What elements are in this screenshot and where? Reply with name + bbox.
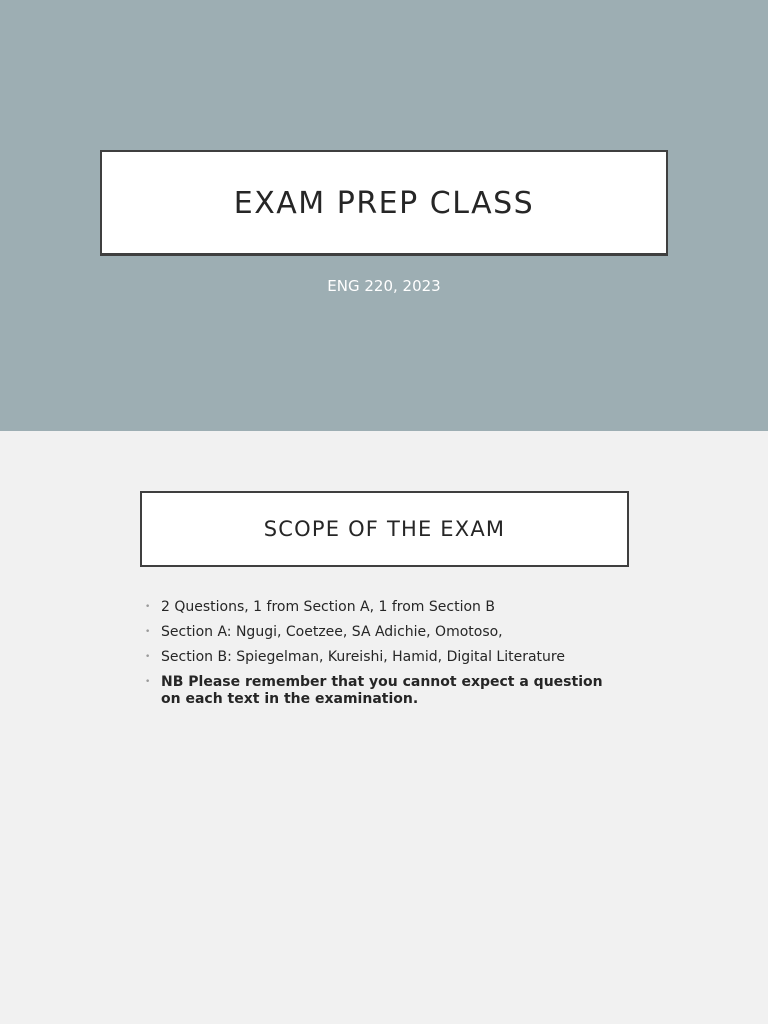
bullet-text: 2 Questions, 1 from Section A, 1 from Section B [161, 599, 495, 615]
bullet-dot-icon: • [145, 627, 151, 637]
bullet-list [145, 599, 625, 716]
list-item-note [145, 674, 625, 708]
list-item [145, 649, 625, 666]
content-slide [0, 431, 768, 1024]
slide-heading: SCOPE OF THE EXAM [263, 517, 506, 541]
list-item [145, 624, 625, 641]
heading-box [140, 491, 629, 567]
bullet-dot-icon: • [145, 602, 151, 612]
slide-subtitle: ENG 220, 2023 [327, 277, 441, 295]
bullet-text: NB Please remember that you cannot expect a question on each text in the examination. [161, 674, 603, 707]
bullet-dot-icon: • [145, 677, 151, 687]
bullet-text: Section B: Spiegelman, Kureishi, Hamid, Digital Literature [161, 649, 565, 665]
title-box [100, 150, 668, 256]
slide-title: EXAM PREP CLASS [233, 186, 535, 221]
list-item [145, 599, 625, 616]
bullet-dot-icon: • [145, 652, 151, 662]
bullet-text: Section A: Ngugi, Coetzee, SA Adichie, Omotoso, [161, 624, 503, 640]
title-slide [0, 0, 768, 431]
